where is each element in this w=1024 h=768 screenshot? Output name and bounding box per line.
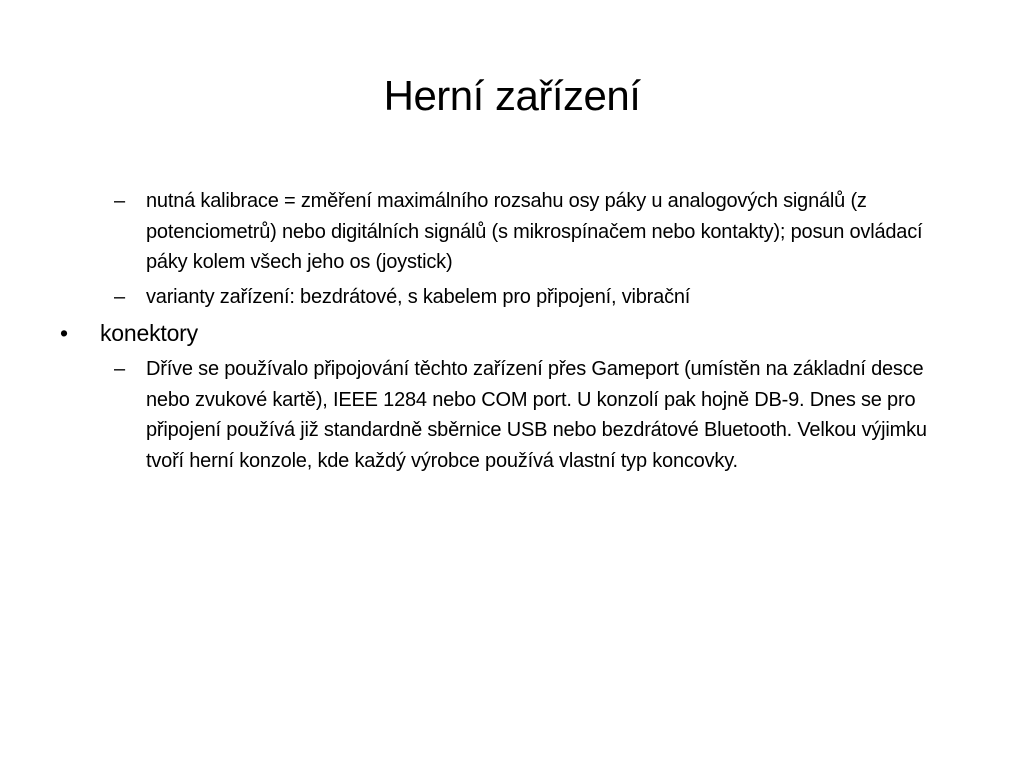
dash-marker: – bbox=[114, 358, 125, 380]
dash-marker: – bbox=[114, 190, 125, 212]
bullet-marker: • bbox=[60, 320, 68, 346]
slide-content bbox=[58, 186, 958, 480]
sub-bullet-text: Dříve se používalo připojování těchto zařízení přes Gameport (umístěn na základní desce nebo zvukové kartě), IEEE 1284 nebo COM port. U konzolí pak hojně DB-9. Dnes se pro připojení používá již standardně sběrnice USB nebo bezdrátové Bluetooth. Velkou výjimku tvoří herní konzole, kde každý výrobce používá vlastní typ koncovky. bbox=[146, 358, 927, 472]
slide-title: Herní zařízení bbox=[383, 72, 641, 119]
bullet-text: konektory bbox=[100, 320, 198, 346]
sub-bullet-item bbox=[58, 354, 958, 476]
sub-bullet-item bbox=[58, 282, 958, 313]
sub-bullet-text: nutná kalibrace = změření maximálního rozsahu osy páky u analogových signálů (z potenciometrů) nebo digitálních signálů (s mikrospínačem nebo kontakty); posun ovládací páky kolem všech jeho os (joystick) bbox=[146, 190, 923, 273]
sub-bullet-item bbox=[58, 186, 958, 278]
sub-bullet-text: varianty zařízení: bezdrátové, s kabelem pro připojení, vibrační bbox=[146, 285, 691, 308]
dash-marker: – bbox=[114, 285, 125, 308]
bullet-item bbox=[58, 316, 958, 350]
